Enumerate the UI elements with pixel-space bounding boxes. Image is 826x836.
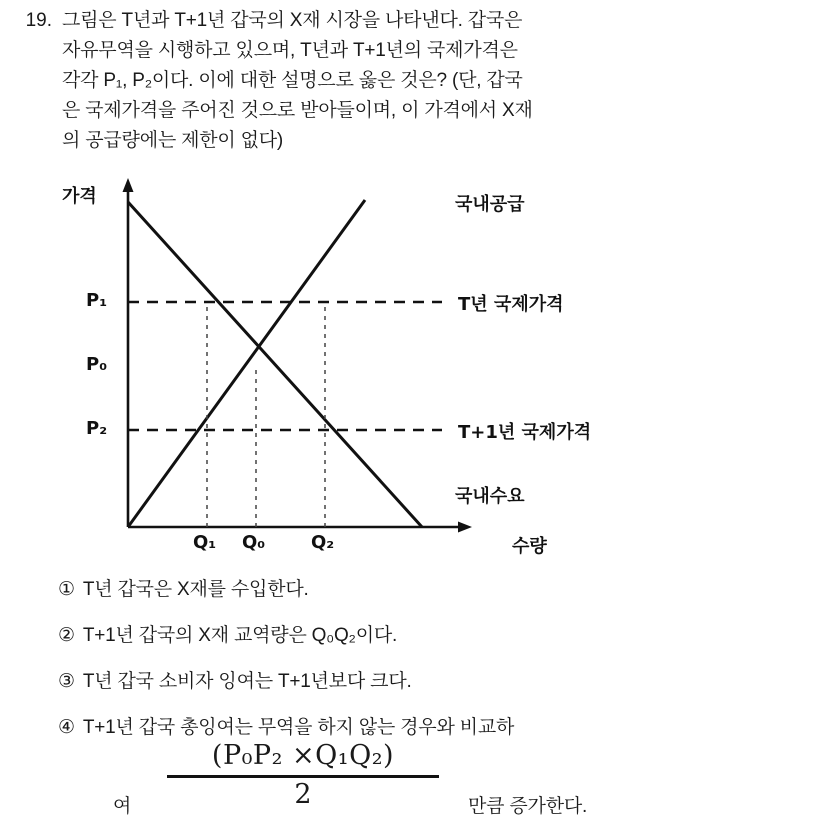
quantity-label-q1: Q₁ bbox=[193, 532, 217, 553]
question-line-5: 의 공급량에는 제한이 없다) bbox=[62, 130, 284, 151]
supply-curve-label: 국내공급 bbox=[455, 194, 525, 215]
choice-4-marker: ④ bbox=[58, 717, 75, 738]
question-line-1: 그림은 T년과 T+1년 갑국의 X재 시장을 나타낸다. 갑국은 bbox=[62, 10, 523, 31]
demand-curve bbox=[128, 202, 422, 527]
market-graph-figure bbox=[60, 172, 680, 567]
y-axis-arrow bbox=[123, 178, 134, 192]
answer-choices bbox=[58, 574, 818, 758]
choice-2[interactable] bbox=[58, 620, 818, 651]
y-axis-label: 가격 bbox=[62, 186, 97, 207]
p2-price-line-note: T+1년 국제가격 bbox=[458, 422, 592, 443]
graph-svg bbox=[60, 172, 680, 567]
choice-4-continuation bbox=[58, 739, 818, 829]
choice-1-text: T년 갑국은 X재를 수입한다. bbox=[82, 579, 309, 600]
demand-curve-label: 국내수요 bbox=[455, 486, 525, 507]
quantity-label-q0: Q₀ bbox=[242, 532, 266, 553]
fraction-numerator: (P₀P₂ ×Q₁Q₂) bbox=[211, 740, 395, 771]
x-axis-label: 수량 bbox=[512, 536, 547, 557]
question-text bbox=[62, 6, 762, 156]
supply-curve bbox=[128, 200, 365, 527]
choice-2-text: T+1년 갑국의 X재 교역량은 Q₀Q₂이다. bbox=[82, 625, 398, 646]
question-stem bbox=[22, 6, 812, 156]
question-line-3: 각각 P₁, P₂이다. 이에 대한 설명으로 옳은 것은? (단, 갑국 bbox=[62, 70, 523, 91]
question-number: 19. bbox=[25, 10, 52, 31]
p1-price-line-note: T년 국제가격 bbox=[458, 294, 564, 315]
price-label-p0: P₀ bbox=[86, 354, 108, 375]
price-label-p1: P₁ bbox=[86, 290, 108, 311]
choice-4-text: T+1년 갑국 총잉여는 무역을 하지 않는 경우와 비교하 bbox=[82, 717, 515, 738]
question-line-2: 자유무역을 시행하고 있으며, T년과 T+1년의 국제가격은 bbox=[62, 40, 518, 61]
choice-4-lead-word: 여 bbox=[113, 796, 132, 817]
choice-1[interactable] bbox=[58, 574, 818, 605]
question-line-4: 은 국제가격을 주어진 것으로 받아들이며, 이 가격에서 X재 bbox=[62, 100, 533, 121]
fraction-denominator: 2 bbox=[294, 779, 312, 810]
choice-1-marker: ① bbox=[58, 579, 75, 600]
choice-3-text: T년 갑국 소비자 잉여는 T+1년보다 크다. bbox=[82, 671, 412, 692]
fraction-expression bbox=[158, 739, 448, 812]
quantity-label-q2: Q₂ bbox=[311, 532, 335, 553]
price-label-p2: P₂ bbox=[86, 418, 108, 439]
x-axis-arrow bbox=[458, 522, 472, 533]
choice-2-marker: ② bbox=[58, 625, 75, 646]
choice-4-trail-text: 만큼 증가한다. bbox=[468, 796, 588, 817]
choice-3-marker: ③ bbox=[58, 671, 75, 692]
choice-3[interactable] bbox=[58, 666, 818, 697]
